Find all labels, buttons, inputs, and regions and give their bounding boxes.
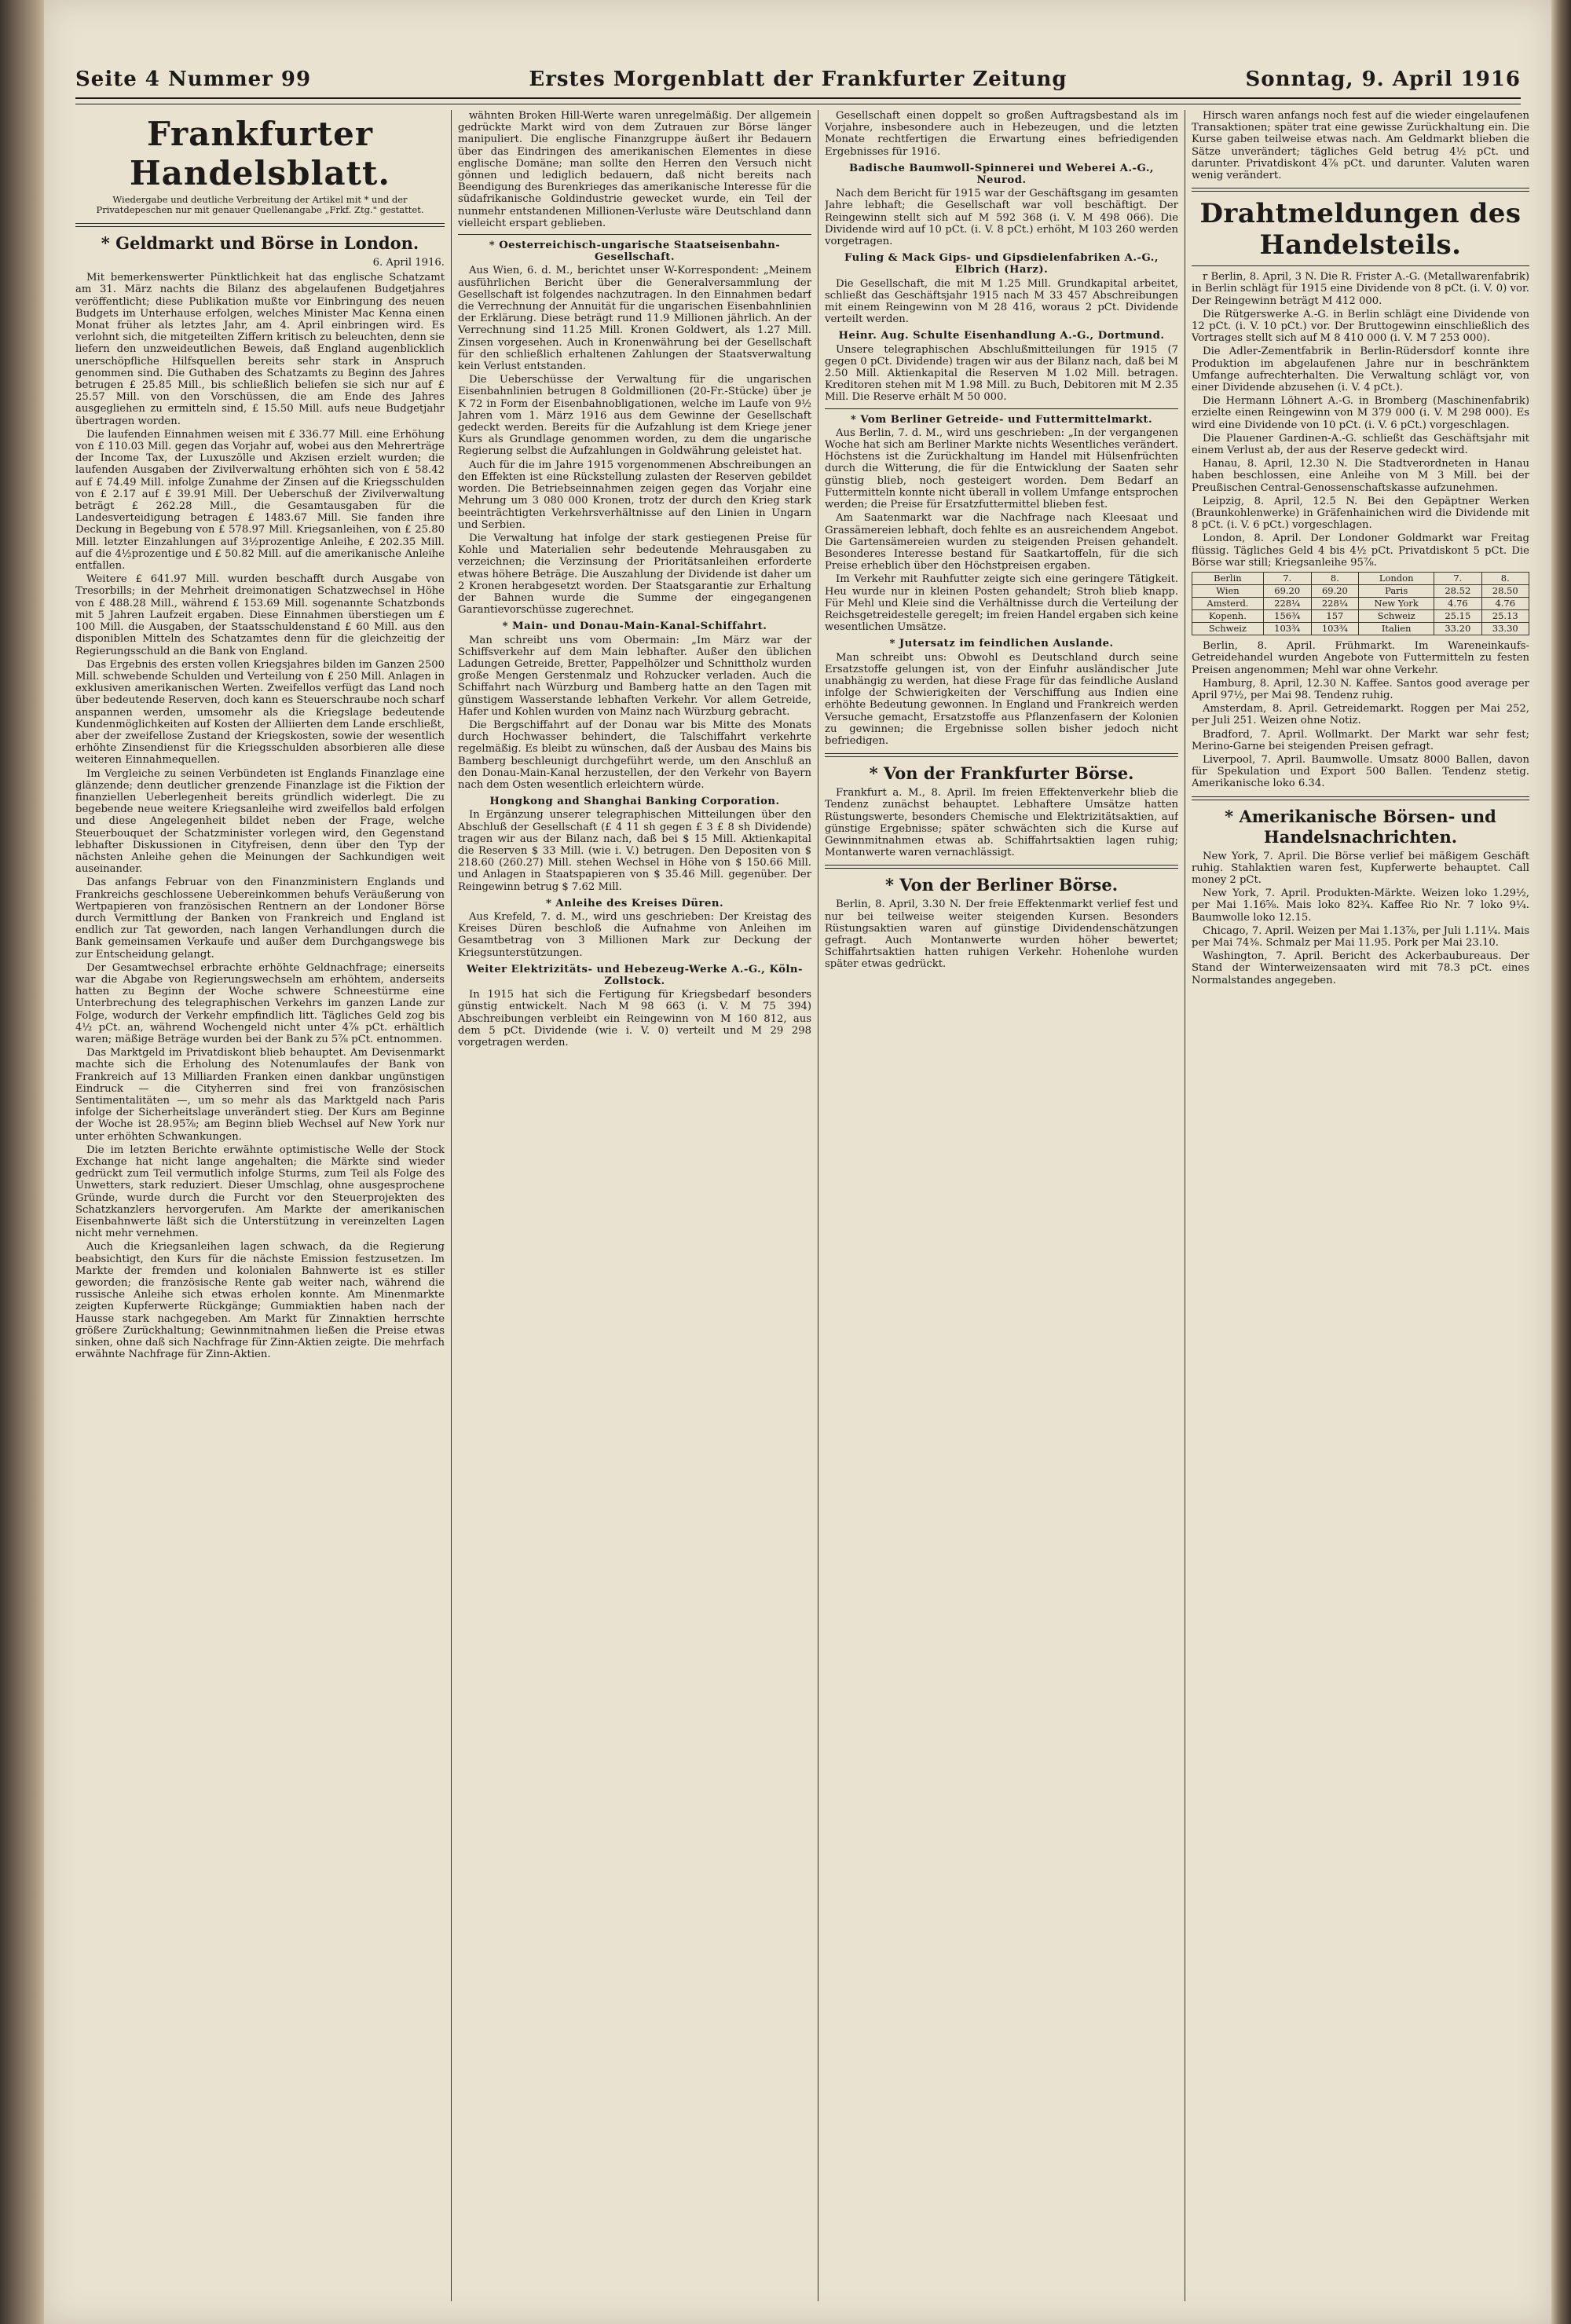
table-cell: Amsterd.	[1192, 598, 1264, 610]
article-title: Fuling & Mack Gips- und Gipsdielenfabriken A.-G., Elbrich (Harz).	[844, 252, 1159, 276]
table-cell: 4.76	[1434, 598, 1481, 610]
table-cell: Schweiz	[1192, 623, 1264, 635]
table-cell: Schweiz	[1359, 610, 1434, 623]
table-row	[1192, 598, 1529, 610]
market-report: Hamburg, 8. April, 12.30 N. Kaffee. Santos good average per April 97½, per Mai 98. Tendenz ruhig.	[1192, 677, 1529, 701]
news-item: London, 8. April. Der Londoner Goldmarkt war Freitag flüssig. Tägliches Geld 4 bis 4½ pCt. Privatdiskont 5 pCt. Die Börse war still; Kriegsanleihe 95⅞.	[1192, 533, 1529, 569]
page-edge	[1551, 0, 1571, 2324]
article-title: * Main- und Donau-Main-Kanal-Schiffahrt.	[502, 620, 767, 633]
column-4	[1192, 110, 1529, 2301]
table-cell: 33.20	[1434, 623, 1481, 635]
article-paragraph: In 1915 hat sich die Fertigung für Kriegsbedarf besonders günstig entwickelt. Nach M 98 663 (i. V. M 75 394) Abschreibungen verbleibt ein Reingewinn von M 160 812, aus dem 5 pCt. Dividende (wie i. V. 0) verteilt und M 29 298 vorgetragen werden.	[458, 989, 811, 1049]
table-cell: 228¼	[1263, 598, 1311, 610]
section-title: * Amerikanische Börsen- und Handelsnachrichten.	[1225, 806, 1496, 847]
article-paragraph: Im Vergleiche zu seinen Verbündeten ist Englands Finanzlage eine glänzende; denn deutlicher grenzende Finanzlage ist die Fiktion der finanziellen Ueberlegenheit bereits gründlich widerlegt. Die zu begebende neue weitere Kriegsanleihe wird zweifellos bald erfolgen und diese Angelegenheit bildet neben der Frage, welche Steuerbouquet der Schatzminister vorlegen wird, den Gegenstand lebhafter Diskussionen in Cityfreisen, denn über den Typ der nächsten Anleihe gehen die Meinungen der Sachkundigen weit auseinander.	[75, 767, 445, 876]
table-cell: 228¼	[1311, 598, 1359, 610]
article-paragraph: Hirsch waren anfangs noch fest auf die wieder eingelaufenen Transaktionen; später trat eine gewisse Zurückhaltung ein. Die Kurse gaben teilweise etwas nach. Am Geldmarkt blieben die Sätze unverändert; tägliches Geld betrug 4½ pCt. und darunter. Privatdiskont 4⅞ pCt. und darunter. Valuten waren wenig verändert.	[1192, 110, 1529, 182]
table-row	[1192, 610, 1529, 623]
article-paragraph: Frankfurt a. M., 8. April. Im freien Effektenverkehr blieb die Tendenz zunächst behauptet. Lebhaftere Umsätze hatten Rüstungswerte, besonders Chemische und Elektrizitätsaktien, auf günstige Ergebnisse; später schwächten sich die Kurse auf Gewinnmitnahmen etwas ab. Schiffahrtsaktien lagen ruhig; Montanwerte waren vernachlässigt.	[825, 787, 1178, 859]
article-title: * Oesterreichisch-ungarische Staatseisenbahn-Gesellschaft.	[489, 240, 781, 264]
market-report: New York, 7. April. Die Börse verlief bei mäßigem Geschäft ruhig. Stahlaktien waren fest, Kupferwerte behauptet. Call money 2 pCt.	[1192, 850, 1529, 886]
column-2	[458, 110, 811, 2301]
section-masthead: Frankfurter Handelsblatt.	[129, 115, 391, 192]
article-paragraph: Die Verwaltung hat infolge der stark gestiegenen Preise für Kohle und Materialien sehr bedeutende Mehrausgaben zu verzeichnen; die Verzinsung der Prioritätsanleihen erforderte etwas höhere Beträge. Die Auszahlung der Dividende ist daher um 2 Kronen herabgesetzt worden. Der Staatsgarantie zur Erhaltung der Bahnen wurde die Summe der eingegangenen Garantievorschüsse zugerechnet.	[458, 532, 811, 617]
article-paragraph: In Ergänzung unserer telegraphischen Mitteilungen über den Abschluß der Gesellschaft (£ 4 11 sh gegen £ 3 £ 8 sh Dividende) tragen wir aus der Bilanz nach, daß bei $ 15 Mill. Aktienkapital die Reserven $ 33 Mill. (wie i. V.) betrugen. Den Depositen von $ 218.60 (260.27) Mill. stehen Wechsel in Höhe von $ 150.66 Mill. und Anlagen in Staatspapieren von $ 35.46 Mill. gegenüber. Der Reingewinn betrug $ 7.62 Mill.	[458, 809, 811, 893]
article-paragraph: Mit bemerkenswerter Pünktlichkeit hat das englische Schatzamt am 31. März nachts die Bilanz des abgelaufenen Budgetjahres veröffentlicht; diese Publikation mußte vor Einbringung des neuen Budgets im Unterhause erfolgen, welches Minister Mac Kenna einen Monat früher als letztes Jahr, am 4. April einbringen wird. Es verlohnt sich, die mitgeteilten Ziffern kritisch zu beleuchten, denn sie liefern den unzweideutlichen Beweis, daß England augenblicklich unerschöpfliche Hilfsquellen bereits sehr stark in Anspruch genommen sind. Die Guthaben des Schatzamts zu Beginn des Jahres betrugen £ 25.85 Mill., bis schließlich beliefen sie sich nur auf £ 25.57 Mill. von den Vorschüssen, die am Ende des Jahres ausgegliehen zu ermitteln sind, £ 15.50 Mill. aufs neue Budgetjahr übertragen worden.	[75, 272, 445, 427]
table-cell: 25.15	[1434, 610, 1481, 623]
article-paragraph: Im Verkehr mit Rauhfutter zeigte sich eine geringere Tätigkeit. Heu wurde nur in kleinen Posten gehandelt; Stroh blieb knapp. Für Mehl und Kleie sind die Verhältnisse durch die Verteilung der Reichsgetreidestelle geregelt; im freien Handel ergaben sich keine wesentlichen Umsätze.	[825, 573, 1178, 634]
table-cell: Italien	[1359, 623, 1434, 635]
market-report: Berlin, 8. April. Frühmarkt. Im Wareneinkaufs-Getreidehandel wurden Angebote von Futtermitteln zu festen Preisen angenommen; Mehl war ohne Verkehr.	[1192, 640, 1529, 676]
article-title: Hongkong and Shanghai Banking Corporation.	[489, 796, 780, 808]
article-paragraph: Auch die Kriegsanleihen lagen schwach, da die Regierung beabsichtigt, den Kurs für die nächste Emission festzusetzen. Im Markte der fremden und kolonialen Bahnwerte ist es stiller geworden; die französische Rente gab weiter nach, während die russische Anleihe sich etwas erholen konnte. Am Minenmarkte zeigten Kupferwerte Rückgänge; Gummiaktien haben nach der Hausse stark nachgegeben. Am Markt für Zinnaktien herrschte größere Zurückhaltung; Gewinnmitnahmen ließen die Preise etwas sinken, ohne daß sich Nachfrage für Zinn-Aktien zeigte. Die mehrfach erwähnte Nachfrage für Zinn-Aktien.	[75, 1241, 445, 1361]
news-item: Leipzig, 8. April, 12.5 N. Bei den Gepäptner Werken (Braunkohlenwerke) in Gräfenhainichen wird die Dividende mit 8 pCt. (i. V. 6 pCt.) vorgeschlagen.	[1192, 495, 1529, 532]
table-cell: Wien	[1192, 585, 1264, 598]
article-paragraph: Man schreibt uns vom Obermain: „Im März war der Schiffsverkehr auf dem Main lebhafter. Außer den üblichen Ladungen Getreide, Bretter, Pappelhölzer und Schnittholz wurden große Mengen Gerstenmalz und Rohzucker verladen. Auch die Schiffahrt nach Würzburg und Bamberg hatte an den Tagen mit günstigem Wasserstande lebhaften Verkehr. Vor allem Getreide, Hafer und Kohlen wurden von Mainz nach Würzburg gebracht.	[458, 634, 811, 718]
market-report: Chicago, 7. April. Weizen per Mai 1.13⅞, per Juli 1.11¼. Mais per Mai 74⅜. Schmalz per Mai 11.95. Pork per Mai 23.10.	[1192, 924, 1529, 949]
article-title: * Jutersatz im feindlichen Auslande.	[889, 638, 1114, 650]
table-row	[1192, 623, 1529, 635]
article-paragraph: Berlin, 8. April, 3.30 N. Der freie Effektenmarkt verlief fest und nur bei teilweise weiter steigenden Kursen. Besonders Rüstungsaktien waren auf günstige Dividendenschätzungen gefragt. Auch Montanwerte wurden höher bewertet; Schiffahrtsaktien hatten ruhigen Verkehr. Hohenlohe wurden später etwas gedrückt.	[825, 898, 1178, 971]
table-cell: 103¾	[1263, 623, 1311, 635]
divider	[825, 865, 1178, 869]
table-header-cell: 7.	[1263, 573, 1311, 585]
article-title: Weiter Elektrizitäts- und Hebezeug-Werke A.-G., Köln-Zollstock.	[467, 963, 803, 988]
article-title: Heinr. Aug. Schulte Eisenhandlung A.-G., Dortmund.	[838, 330, 1165, 342]
market-report: Washington, 7. April. Bericht des Ackerbaubureaus. Der Stand der Winterweizensaaten wird mit 78.3 pCt. eines Normalstandes angegeben.	[1192, 950, 1529, 986]
table-cell: 69.20	[1311, 585, 1359, 598]
news-item: Die Hermann Löhnert A.-G. in Bromberg (Maschinenfabrik) erzielte einen Reingewinn von M 379 000 (i. V. M 298 000). Es wird eine Dividende von 10 pCt. (i. V. 6 pCt.) vorgeschlagen.	[1192, 395, 1529, 431]
market-report: Amsterdam, 8. April. Getreidemarkt. Roggen per Mai 252, per Juli 251. Weizen ohne Notiz.	[1192, 703, 1529, 727]
article-title: * Anleihe des Kreises Düren.	[545, 897, 724, 909]
book-binding	[0, 0, 44, 2324]
table-cell: 156¾	[1263, 610, 1311, 623]
table-row	[1192, 585, 1529, 598]
table-cell: 25.13	[1481, 610, 1529, 623]
table-cell: 28.52	[1434, 585, 1481, 598]
article-title: * Vom Berliner Getreide- und Futtermittelmarkt.	[850, 413, 1153, 426]
column-1	[75, 110, 445, 2301]
news-item: Hanau, 8. April, 12.30 N. Die Stadtverordneten in Hanau haben beschlossen, eine Anleihe von M 3 Mill. bei der Preußischen Central-Genossenschaftskasse aufzunehmen.	[1192, 458, 1529, 494]
article-paragraph: Das Marktgeld im Privatdiskont blieb behauptet. Am Devisenmarkt machte sich die Erholung des Notenumlaufes der Bank von Frankreich auf 13 Milliarden Franken einen dankbar ungünstigen Eindruck — die Cityherren sind frei von französischen Sentimentalitäten —, um so mehr als das Marktgeld nach Paris infolge der Sicherheitslage unverändert stieg. Der Kurs am Beginne der Woche ist 28.95⅞; am Beginn blieb Wechsel auf New York nur unter erhöhten Schwankungen.	[75, 1047, 445, 1143]
article-dateline: 6. April 1916.	[372, 257, 445, 269]
table-cell: Paris	[1359, 585, 1434, 598]
article-paragraph: Das Ergebnis des ersten vollen Kriegsjahres bilden im Ganzen 2500 Mill. schwebende Schulden und Verteilung von £ 250 Mill. Anlagen in exklusiven amerikanischen Werten. Zweifellos verfügt das Land noch über bedeutende Reserven, doch kann es Steuerschraube noch scharf anspannen werden, umsomehr als die Kriegslage bedeutende Kundenmöglichkeiten auf Kosten der Alliierten dem Lande erschließt, aber der zweifellose Zustand der Kriegskosten, sowie der wesentlich erhöhte Zinsendienst für die Kriegsschulden absorbieren alle diese weiteren Einnahmequellen.	[75, 658, 445, 767]
table-cell: 103¾	[1311, 623, 1359, 635]
section-masthead: Drahtmeldungen des Handelsteils.	[1199, 198, 1522, 262]
news-item: Die Rütgerswerke A.-G. in Berlin schlägt eine Dividende von 12 pCt. (i. V. 10 pCt.) vor. Der Bruttogewinn einschließlich des Vortrages stellt sich auf M 8 410 000 (i. V. M 7 253 000).	[1192, 308, 1529, 345]
table-cell: New York	[1359, 598, 1434, 610]
divider	[75, 223, 445, 227]
article-paragraph: Auch für die im Jahre 1915 vorgenommenen Abschreibungen an den Effekten ist eine Rückstellung zulasten der Reserven gebildet worden. Die Betriebseinnahmen zeigen gegen das Vorjahr eine Mehrung um 3 080 000 Kronen, trotz der durch den Krieg stark beeinträchtigten Verkehrsverhältnisse auf den Linien in Ungarn und Serbien.	[458, 459, 811, 531]
article-paragraph: Die laufenden Einnahmen weisen mit £ 336.77 Mill. eine Erhöhung von £ 110.03 Mill. gegen das Vorjahr auf, wobei aus den Mehrerträge der Income Tax, der Luxuszölle und Akzisen erzielt wurden; die laufenden Ausgaben der Zivilverwaltung erhöhten sich von £ 58.42 auf £ 74.49 Mill. infolge Zunahme der Zinsen auf die Kriegsschulden von £ 2.17 auf £ 39.91 Mill. Der Ueberschuß der Zivilverwaltung beträgt £ 262.28 Mill., die Gesamtausgaben für die Landesverteidigung betragen £ 1483.67 Mill. Sie fanden ihre Deckung in Begebung von £ 578.97 Mill. Kriegsanleihen, von £ 25.80 Mill. letzter Einzahlungen auf 3½prozentige Anleihe, £ 202.35 Mill. auf die 4½prozentige und £ 50.82 Mill. auf die amerikanische Anleihe entfallen.	[75, 428, 445, 573]
header-rule	[75, 97, 1521, 104]
page-number: Seite 4 Nummer 99	[75, 68, 312, 91]
table-cell: 157	[1311, 610, 1359, 623]
article-paragraph: Die im letzten Berichte erwähnte optimistische Welle der Stock Exchange hat nicht lange angehalten; die Märkte sind wieder gedrückt zum Teil vermutlich infolge Sturms, zum Teil als Folge des Unwetters, stark reduziert. Dieser Umschlag, ohne ausgesprochene Gründe, wurde durch die Furcht vor den Steuerprojekten des Schatzkanzlers hervorgerufen. Am Markte der amerikanischen Eisenbahnwerte läßt sich die Unterstützung in vereinzelten Lagen nicht mehr vernehmen.	[75, 1144, 445, 1240]
column-3	[825, 110, 1178, 2301]
article-paragraph: Gesellschaft einen doppelt so großen Auftragsbestand als im Vorjahre, insbesondere auch in Hebezeugen, und die letzten Monate rechtfertigen die Erwartung eines befriedigenden Ergebnisses für 1916.	[825, 110, 1178, 158]
market-report: Bradford, 7. April. Wollmarkt. Der Markt war sehr fest; Merino-Garne bei steigenden Preisen gefragt.	[1192, 728, 1529, 752]
table-cell: 28.50	[1481, 585, 1529, 598]
market-report: New York, 7. April. Produkten-Märkte. Weizen loko 1.29½, per Mai 1.16⅝. Mais loko 82¾. Kaffee Rio Nr. 7 loko 9¼. Baumwolle loko 12.15.	[1192, 888, 1529, 924]
market-report: Liverpool, 7. April. Baumwolle. Umsatz 8000 Ballen, davon für Spekulation und Export 500 Ballen. Tendenz stetig. Amerikanische loko 6.34.	[1192, 753, 1529, 790]
article-paragraph: Aus Wien, 6. d. M., berichtet unser W-Korrespondent: „Meinem ausführlichen Bericht über die Generalversammlung der Gesellschaft ist folgendes nachzutragen. In den Einnahmen bedarf die Verrechnung der Annuität für die ungarischen Eisenbahnlinien der Erklärung. Diese beträgt rund 11.9 Millionen jährlich. An der Verrechnung sind 11.25 Mill. Kronen Goldwert, als 1.27 Mill. Zinsen vorgesehen. Auch in Kronenwährung bei der Gesellschaft für den schließlich erhaltenen Zahlungen der Staatsverwaltung kein Verlust entstanden.	[458, 265, 811, 373]
table-header-row	[1192, 573, 1529, 585]
newspaper-title: Erstes Morgenblatt der Frankfurter Zeitung	[529, 68, 1067, 91]
newspaper-page	[44, 0, 1551, 2324]
news-item: r Berlin, 8. April, 3 N. Die R. Frister A.-G. (Metallwarenfabrik) in Berlin schlägt für 1915 eine Dividende von 8 pCt. (i. V. 0) vor. Der Reingewinn beträgt M 412 000.	[1192, 271, 1529, 307]
article-title: Badische Baumwoll-Spinnerei und Weberei A.-G., Neurod.	[848, 162, 1154, 187]
section-title: * Von der Frankfurter Börse.	[869, 763, 1134, 784]
article-paragraph: Der Gesamtwechsel erbrachte erhöhte Geldnachfrage; einerseits war die Abgabe von Regierungswechseln am erhöhtem, anderseits hatten zu Beginn der Woche schwere Schneestürme eine Unterbrechung des telegraphischen Verkehrs im ganzen Lande zur Folge, wodurch der Verkehr empfindlich litt. Tägliches Geld zog bis 4½ pCt. an, während Wochengeld nicht unter 4⅞ pCt. erhältlich waren; mäßige Beträge wurden bei der Bank zu 5⅞ pCt. entnommen.	[75, 961, 445, 1045]
issue-date: Sonntag, 9. April 1916	[1245, 68, 1521, 91]
article-paragraph: Am Saatenmarkt war die Nachfrage nach Kleesaat und Grassämereien lebhaft, doch fehlte es an ausreichendem Angebot. Die Gartensämereien wurden zu steigenden Preisen gehandelt. Besonderes Interesse bestand für Saatkartoffeln, für die sich Preise erheblich über den Höchstpreisen ergaben.	[825, 512, 1178, 573]
exchange-rate-table	[1192, 572, 1529, 635]
divider	[1192, 265, 1529, 266]
article-paragraph: Weitere £ 641.97 Mill. wurden beschafft durch Ausgabe von Tresorbills; in der Mehrheit dreimonatigen Schatzwechsel in Höhe von £ 488.28 Mill., während £ 153.69 Mill. sogenannte Schatzbonds mit 5 Jahren Laufzeit ergaben. Diese Einnahmen überstiegen um £ 100 Mill. die Ausgaben, der Staatsschuldenstand £ 60 Mill. aus den disponiblen Mitteln des Schatzamtes denn für die gleichzeitig der Regierungsschuld an die Bank von England.	[75, 573, 445, 657]
article-paragraph: Die Ueberschüsse der Verwaltung für die ungarischen Eisenbahnlinien betrugen 8 Goldmillionen (20-Fr.-Stücke) über je K 72 in Form der Eisenbahnobligationen, welche im Laufe von 9½ Jahren vom 1. März 1916 aus dem Gewinne der Gesellschaft gedeckt werden. Bereits für die Aufzahlung ist dem Kriege jener Kurs als Grundlage genommen worden, zu dem die ungarische Regierung selbst die Aufzahlungen in Goldwährung geleistet hat.	[458, 374, 811, 458]
table-header-cell: 8.	[1481, 573, 1529, 585]
column-rule	[451, 110, 452, 2301]
table-header-cell: Berlin	[1192, 573, 1264, 585]
reprint-note: Wiedergabe und deutliche Verbreitung der Artikel mit * und der Privatdepeschen nur mit genauer Quellenangabe „Frkf. Ztg." gestattet.	[96, 194, 424, 215]
article-paragraph: Unsere telegraphischen Abschlußmitteilungen für 1915 (7 gegen 0 pCt. Dividende) tragen wir aus der Bilanz nach, daß bei M 2.50 Mill. Aktienkapital die Reserven M 1.02 Mill. betragen. Kreditoren stehen mit M 1.98 Mill. zu Buch, Debitoren mit M 2.35 Mill. Die Reserve erhält M 50 000.	[825, 343, 1178, 404]
table-cell: Kopenh.	[1192, 610, 1264, 623]
table-header-cell: 7.	[1434, 573, 1481, 585]
news-item: Die Adler-Zementfabrik in Berlin-Rüdersdorf konnte ihre Produktion im abgelaufenen Jahre nur in beschränktem Umfange aufrechterhalten. Die Verwaltung schlägt vor, von einer Dividende abzusehen (i. V. 4 pCt.).	[1192, 346, 1529, 394]
article-title: * Geldmarkt und Börse in London.	[101, 233, 419, 253]
news-item: Die Plauener Gardinen-A.-G. schließt das Geschäftsjahr mit einem Verlust ab, der aus der Reserve gedeckt wird.	[1192, 432, 1529, 457]
article-paragraph: Die Bergschiffahrt auf der Donau war bis Mitte des Monats durch Hochwasser behindert, die Talschiffahrt verkehrte regelmäßig. Es bleibt zu wünschen, daß der Ausbau des Mains bis Bamberg beschleunigt durchgeführt werde, um den Anschluß an den Donau-Main-Kanal herzustellen, der den Verkehr von Bayern nach dem Osten wesentlich erleichtern würde.	[458, 719, 811, 791]
article-paragraph: Aus Krefeld, 7. d. M., wird uns geschrieben: Der Kreistag des Kreises Düren beschloß die Aufnahme von Anleihen im Gesamtbetrag von 3 Millionen Mark zur Deckung der Kriegsunterstützungen.	[458, 911, 811, 959]
table-cell: 69.20	[1263, 585, 1311, 598]
table-cell: 33.30	[1481, 623, 1529, 635]
article-paragraph: Man schreibt uns: Obwohl es Deutschland durch seine Ersatzstoffe gelungen ist, von der Einfuhr ausländischer Jute unabhängig zu werden, hat diese Frage für das feindliche Ausland infolge der Schwierigkeiten der Verschiffung aus Indien eine erhöhte Bedeutung gewonnen. In England und Frankreich werden Versuche gemacht, Ersatzstoffe aus Pflanzenfasern der Kolonien zu gewinnen; die Ergebnisse sollen bisher jedoch nicht befriedigen.	[825, 651, 1178, 747]
article-paragraph: Das anfangs Februar von den Finanzministern Englands und Frankreichs geschlossene Uebereinkommen behufs Veräußerung von Wertpapieren von französischen Rentnern an der Londoner Börse durch Vermittlung der Banken von Frankreich und England ist endlich zur Tat geworden, nach langen Verhandlungen durch die Bank gemeinsamen Verkaufe und außer dem Durchgangswege bis zur Entscheidung gelangt.	[75, 877, 445, 961]
page-header	[75, 61, 1521, 96]
divider	[825, 753, 1178, 757]
table-cell: 4.76	[1481, 598, 1529, 610]
divider	[1192, 188, 1529, 192]
section-title: * Von der Berliner Börse.	[884, 875, 1119, 895]
divider	[458, 234, 811, 235]
article-paragraph: wähnten Broken Hill-Werte waren unregelmäßig. Der allgemein gedrückte Markt wird von dem Zutrauen zur Börse länger manipuliert. Die englische Finanzgruppe äußert ihr Bedauern über das Eindringen des amerikanischen Elementes in diese englische Domäne; man sollte den Herren den Versuch nicht gönnen und lediglich bedauern, daß nicht bereits nach Beendigung des Burenkrieges das amerikanische Interesse für die südafrikanische Goldindustrie gewecket wurde, ein Teil der nunmehr entstandenen Millionen-Verluste wäre Deutschland dann vielleicht erspart geblieben.	[458, 110, 811, 229]
article-paragraph: Nach dem Bericht für 1915 war der Geschäftsgang im gesamten Jahre lebhaft; die Gesellschaft war voll beschäftigt. Der Reingewinn stellt sich auf M 592 368 (i. V. M 498 066). Die Dividende wird auf 10 pCt. (i. V. 8 pCt.) erhöht, M 103 260 werden vorgetragen.	[825, 188, 1178, 248]
article-paragraph: Die Gesellschaft, die mit M 1.25 Mill. Grundkapital arbeitet, schließt das Geschäftsjahr 1915 nach M 33 457 Abschreibungen mit einem Reingewinn von M 28 416, woraus 2 pCt. Dividende verteilt werden.	[825, 277, 1178, 326]
article-paragraph: Aus Berlin, 7. d. M., wird uns geschrieben: „In der vergangenen Woche hat sich am Berliner Markte nichts Wesentliches verändert. Höchstens ist die Zurückhaltung im Handel mit Hülsenfrüchten durch die Witterung, die für die Entwicklung der Saaten sehr günstig blieb, noch gesteigert worden. Dem Bedarf an Futtermitteln konnte nicht überall in vollem Umfange entsprochen werden; die Preise für Ersatzfuttermittel blieben fest.	[825, 426, 1178, 511]
table-header-cell: 8.	[1311, 573, 1359, 585]
divider	[825, 408, 1178, 409]
divider	[1192, 796, 1529, 800]
table-header-cell: London	[1359, 573, 1434, 585]
